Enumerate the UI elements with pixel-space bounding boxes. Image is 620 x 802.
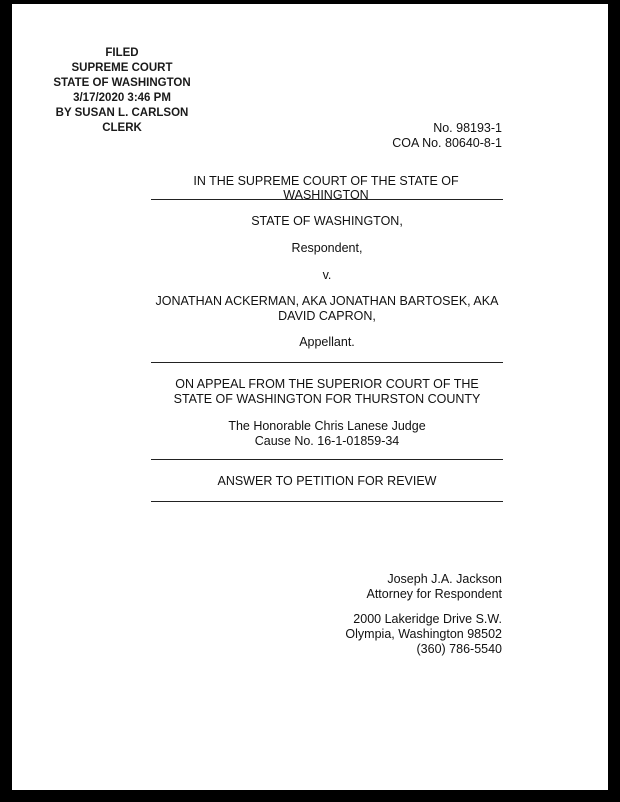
appeal-heading (151, 377, 503, 407)
filed-stamp-line: CLERK (102, 122, 142, 134)
attorney-block (367, 572, 503, 602)
attorney-title: Attorney for Respondent (366, 587, 502, 601)
filed-stamp-date: 3/17/2020 3:46 PM (73, 92, 171, 104)
divider-rule (151, 199, 503, 200)
supreme-case-number: No. 98193-1 (433, 121, 502, 135)
divider-rule (151, 459, 503, 460)
defendant-name (151, 294, 503, 324)
attorney-name: Joseph J.A. Jackson (387, 572, 502, 586)
versus: v. (322, 268, 332, 282)
divider-rule (151, 501, 503, 502)
court-heading: IN THE SUPREME COURT OF THE STATE OF WASHINGTON (193, 174, 459, 202)
cause-number: Cause No. 16-1-01859-34 (254, 434, 400, 448)
filed-stamp-line: BY SUSAN L. CARLSON (55, 107, 189, 119)
filed-stamp (42, 46, 202, 136)
divider-rule (151, 362, 503, 363)
document-title: ANSWER TO PETITION FOR REVIEW (217, 474, 437, 488)
judge-name: The Honorable Chris Lanese Judge (228, 419, 426, 433)
appeal-heading-line: ON APPEAL FROM THE SUPERIOR COURT OF THE (175, 377, 479, 391)
filed-stamp-line: FILED (105, 47, 139, 59)
plaintiff-role: Respondent, (291, 241, 363, 255)
defendant-name-line: JONATHAN ACKERMAN, AKA JONATHAN BARTOSEK, AKA (155, 294, 499, 308)
appeal-heading-line: STATE OF WASHINGTON FOR THURSTON COUNTY (173, 392, 481, 406)
lower-court-details (151, 419, 503, 449)
filed-stamp-line: SUPREME COURT (71, 62, 173, 74)
case-numbers (392, 121, 502, 151)
bottom-border (0, 790, 620, 802)
address-line: 2000 Lakeridge Drive S.W. (353, 612, 502, 626)
defendant-role: Appellant. (299, 335, 355, 349)
phone-number: (360) 786-5540 (416, 642, 502, 656)
defendant-name-line: DAVID CAPRON, (278, 309, 376, 323)
address-line: Olympia, Washington 98502 (345, 627, 502, 641)
attorney-address (345, 612, 502, 657)
plaintiff-name: STATE OF WASHINGTON, (251, 214, 403, 228)
filed-stamp-line: STATE OF WASHINGTON (53, 77, 191, 89)
document-page (12, 4, 608, 790)
coa-case-number: COA No. 80640-8-1 (392, 136, 502, 150)
